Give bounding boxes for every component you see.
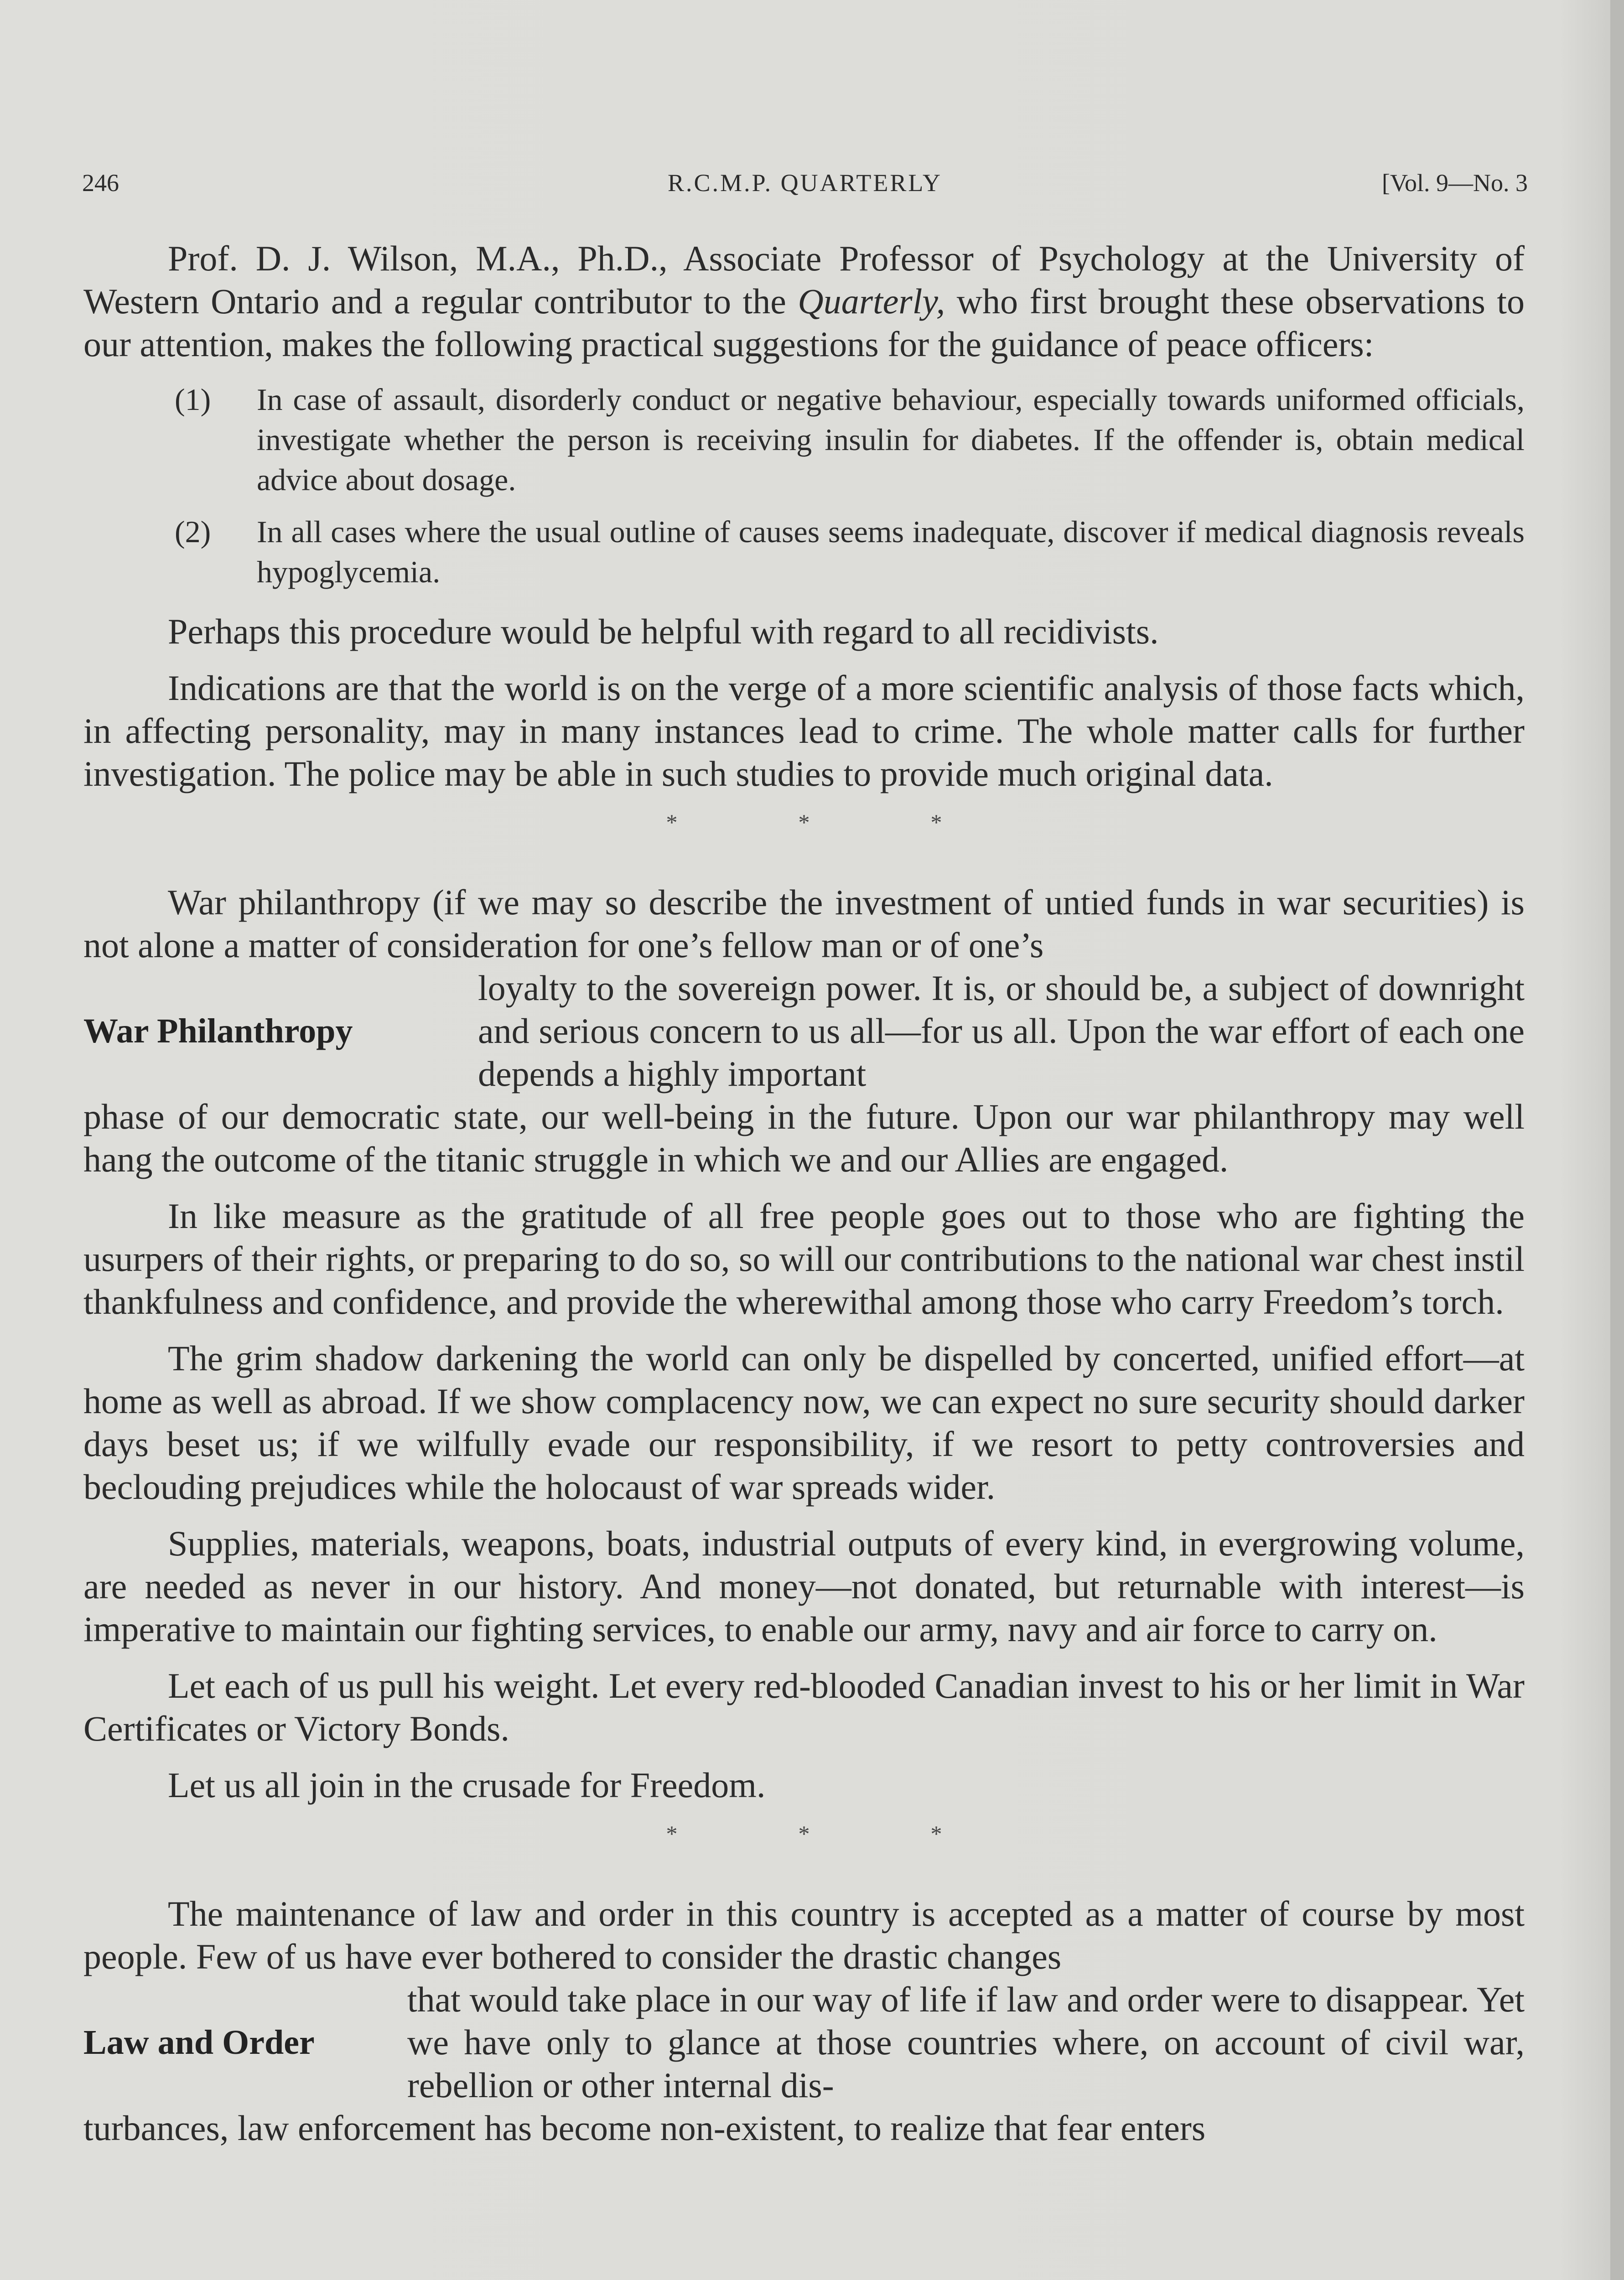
paragraph: In like measure as the gratitude of all free people goes out to those who are fighting the usurpers of their rights, or preparing to do so, so will our contributions to the national war chest instil thankfulness and confidence, and provide the wherewithal among those who carry Freedom’s torch. bbox=[83, 1196, 1525, 1321]
list-number: (1) bbox=[175, 382, 211, 417]
war-philanthropy-section bbox=[83, 881, 1525, 1807]
paragraph: Perhaps this procedure would be helpful with regard to all recidivists. bbox=[168, 611, 1159, 651]
page-number: 246 bbox=[82, 169, 119, 197]
section-separator bbox=[83, 1820, 1525, 1847]
asterisk: * bbox=[666, 809, 678, 835]
list-item: (2) In all cases where the usual outline of causes seems inadequate, discover if medical diagnosis reveals hypoglycemia. bbox=[257, 512, 1525, 592]
intro-paragraph: Prof. D. J. Wilson, M.A., Ph.D., Associate Professor of Psychology at the University of Western Ontario and a regular contributor to the Quarterly, who first brought these observations to our attention, makes the following practical suggestions for the guidance of peace officers: bbox=[83, 238, 1525, 364]
paragraph: phase of our democratic state, our well-being in the future. Upon our war philanthropy may well hang the outcome of the titanic struggle in which we and our Allies are engaged. bbox=[83, 1097, 1525, 1179]
volume-label: [Vol. 9—No. 3 bbox=[1381, 169, 1528, 197]
paragraph: War philanthropy (if we may so describe the investment of untied funds in war securities) is not alone a matter of consideration for one’s fellow man or of one’s bbox=[83, 882, 1525, 965]
paragraph: Indications are that the world is on the verge of a more scientific analysis of those facts which, in affecting personality, may in many instances lead to crime. The whole matter calls for further investigation. The police may be able in such studies to provide much original data. bbox=[83, 668, 1525, 793]
journal-title: R.C.M.P. QUARTERLY bbox=[668, 169, 942, 197]
paragraph: Supplies, materials, weapons, boats, industrial outputs of every kind, in evergrowing volume, are needed as never in our history. And money—not donated, but returnable with interest—is imperative to maintain our fighting services, to enable our army, navy and air force to carry on. bbox=[83, 1523, 1525, 1649]
paragraph: loyalty to the sovereign power. It is, or should be, a subject of downright and serious concern to us all—for us all. Upon the war effort of each one depends a highly important bbox=[478, 968, 1525, 1093]
page-edge bbox=[1610, 0, 1624, 2280]
asterisk: * bbox=[930, 809, 942, 835]
asterisk: * bbox=[666, 1821, 678, 1846]
side-heading: Law and Order bbox=[83, 2023, 315, 2062]
paragraph: Let us all join in the crusade for Freedom. bbox=[168, 1765, 766, 1805]
list-item: (1) In case of assault, disorderly conduct or negative behaviour, especially towards uniformed officials, investigate whether the person is receiving insulin for diabetes. If the offender is, obtain medical advice about dosage. bbox=[257, 379, 1525, 500]
asterisk: * bbox=[798, 1821, 810, 1846]
asterisk: * bbox=[798, 809, 810, 835]
paragraph: turbances, law enforcement has become non-existent, to realize that fear enters bbox=[83, 2108, 1206, 2148]
list-number: (2) bbox=[175, 514, 211, 549]
section-separator bbox=[83, 809, 1525, 835]
asterisk: * bbox=[930, 1821, 942, 1846]
paragraph: The maintenance of law and order in this country is accepted as a matter of course by most people. Few of us have ever bothered to consider the drastic changes bbox=[83, 1894, 1525, 1976]
law-and-order-section bbox=[83, 1892, 1525, 2150]
quarterly-italic: Quarterly, bbox=[798, 281, 945, 321]
suggestion-list bbox=[83, 379, 1525, 592]
paragraph: Let each of us pull his weight. Let every red-blooded Canadian invest to his or her limit in War Certificates or Victory Bonds. bbox=[83, 1666, 1525, 1748]
paragraph: The grim shadow darkening the world can only be dispelled by concerted, unified effort—at home as well as abroad. If we show complacency now, we can expect no sure security should darker days beset us; if we wilfully evade our responsibility, if we resort to petty controversies and beclouding prejudices while the holocaust of war spreads wider. bbox=[83, 1338, 1525, 1507]
paragraph: that would take place in our way of life if law and order were to disappear. Yet we have only to glance at those countries where, on account of civil war, rebellion or other internal dis- bbox=[407, 1979, 1525, 2105]
body-text bbox=[83, 237, 1525, 2163]
side-heading: War Philanthropy bbox=[83, 1012, 353, 1050]
running-header bbox=[82, 169, 1528, 205]
